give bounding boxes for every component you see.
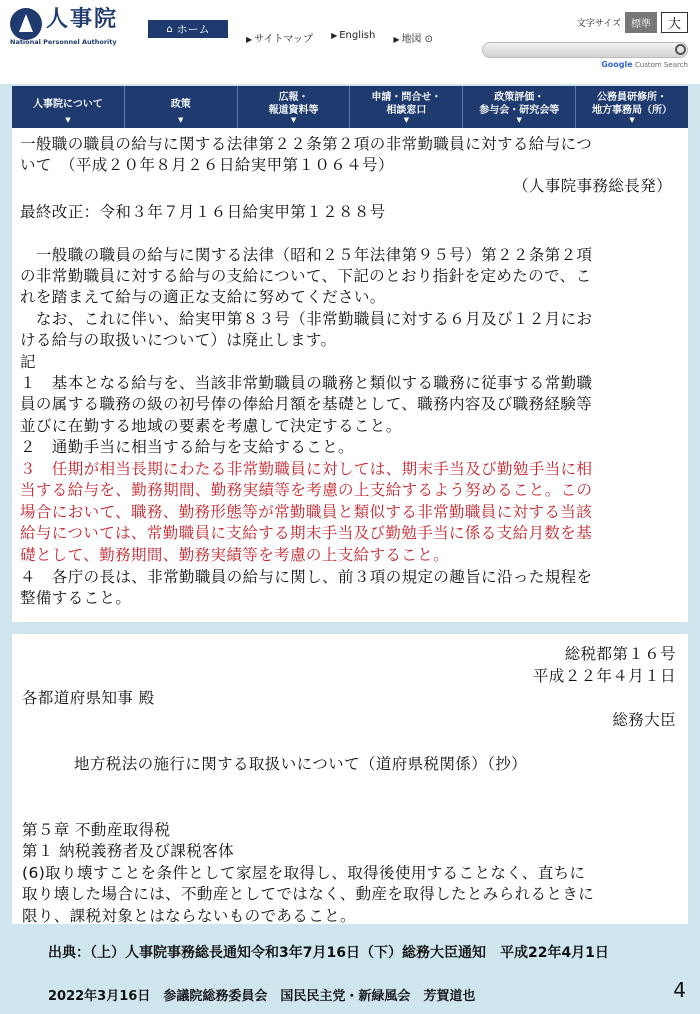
nav-item-applications[interactable] (350, 86, 463, 128)
body-line: 員の属する職務の級の初号俸の俸給月額を基礎として、職務内容及び職務経験等 (20, 395, 593, 413)
meeting-caption: 2022年3月16日 参議院総務委員会 国民民主党・新緑風会 芳賀道也 (48, 989, 476, 1004)
body-line: ける給与の取扱いについて）は廃止します。 (20, 331, 337, 349)
body-line: 記 (20, 353, 36, 371)
body-line: れを踏まえて給与の適正な支給に努めてください。 (20, 288, 386, 306)
map-link[interactable]: ▶ 地図 ⊙ (393, 34, 434, 45)
body-line: 一般職の職員の給与に関する法律（昭和２５年法律第９５号）第２２条第２項 (20, 246, 593, 264)
highlighted-line: 当する給与を、勤務期間、勤務実績等を考慮の上支給するよう努めること。この (20, 481, 593, 499)
chevron-down-icon: ▼ (629, 116, 635, 124)
map-pin-icon: ⊙ (424, 34, 434, 45)
logo[interactable] (10, 7, 119, 46)
arrow-icon: ▶ (331, 31, 338, 40)
nav-item-label: 政策 (170, 98, 191, 110)
highlighted-line: 礎として、勤務期間、勤務実績等を考慮の上支給すること。 (20, 546, 449, 564)
english-link[interactable]: ▶ English (331, 30, 376, 41)
chevron-down-icon: ▼ (178, 116, 184, 124)
notice-panel-mic (12, 634, 688, 924)
body-line: 取り壊した場合には、不動産としてではなく、動産を取得したとみられるときに (22, 885, 595, 903)
notice-revision: 最終改正：令和３年７月１６日給実甲第１２８８号 (20, 203, 386, 221)
body-line: 限り、課税対象とはならないものであること。 (22, 907, 356, 925)
notice-number: 総税都第１６号 (564, 645, 676, 663)
source-citation: 出典：（上）人事院事務総長通知令和3年7月16日（下）総務大臣通知 平成22年4月1日 (48, 945, 609, 961)
logo-english-text: National Personnel Authority (10, 38, 117, 46)
nav-item-label: 申請・問合せ・ 相談窓口 (371, 92, 442, 116)
nav-item-pr[interactable] (238, 86, 351, 128)
body-line: 整備すること。 (20, 589, 132, 607)
body-line: (6)取り壊すことを条件として家屋を取得し、取得後使用することなく、直ちに (22, 864, 586, 882)
nav-item-label: 広報・ 報道資料等 (268, 92, 319, 116)
main-nav (12, 86, 688, 128)
nav-item-policy[interactable] (125, 86, 238, 128)
notice-title-line: いて （平成２０年８月２６日給実甲第１０６４号） (20, 156, 394, 174)
arrow-icon: ▶ (246, 35, 253, 44)
google-custom-search-label: Google Custom Search (601, 60, 688, 69)
site-header (0, 0, 700, 84)
body-line: １ 基本となる給与を、当該非常勤職員の職務と類似する職務に従事する常勤職 (20, 374, 593, 392)
home-icon: ⌂ (166, 23, 173, 35)
font-size-standard-button[interactable]: 標準 (625, 12, 657, 33)
notice-addressee: 各都道府県知事 殿 (22, 689, 155, 707)
chevron-down-icon: ▼ (65, 116, 71, 124)
sitemap-link[interactable]: ▶ サイトマップ (246, 34, 314, 45)
chevron-down-icon: ▼ (403, 116, 410, 124)
arrow-icon: ▶ (393, 35, 400, 44)
nav-item-institute[interactable] (576, 86, 688, 128)
section-heading: 第１ 納税義務者及び課税客体 (22, 842, 235, 860)
highlighted-line: ３ 任期が相当長期にわたる非常勤職員に対しては、期末手当及び勤勉手当に相 (20, 460, 593, 478)
nav-item-evaluation[interactable] (463, 86, 576, 128)
chevron-down-icon: ▼ (290, 116, 297, 124)
nav-item-label: 公務員研修所・ 地方事務局（所） (592, 92, 673, 116)
chevron-down-icon: ▼ (516, 116, 522, 124)
highlighted-line: 給与については、常勤職員に支給する期末手当及び勤勉手当に係る支給月数を基 (20, 524, 593, 542)
notice-date: 平成２２年４月１日 (532, 667, 676, 685)
notice-title: 地方税法の施行に関する取扱いについて（道府県税関係）（抄） (74, 755, 528, 773)
body-line: ２ 通勤手当に相当する給与を支給すること。 (20, 438, 354, 456)
chapter-heading: 第５章 不動産取得税 (22, 821, 171, 839)
body-line: 並びに在勤する地域の要素を考慮して決定すること。 (20, 417, 402, 435)
notice-title-line: 一般職の職員の給与に関する法律第２２条第２項の非常勤職員に対する給与につ (20, 135, 593, 153)
notice-issuer: （人事院事務総長発） (512, 177, 672, 195)
page-number: 4 (673, 978, 686, 1002)
font-size-control (577, 12, 688, 33)
nav-item-label: 政策評価・ 参与会・研究会等 (479, 92, 560, 116)
nav-item-label: 人事院について (33, 98, 103, 110)
highlighted-line: 場合において、職務、勤務形態等が常勤職員と類似する非常勤職員に対する当該 (20, 503, 593, 521)
body-line: の非常勤職員に対する給与の支給について、下記のとおり指針を定めたので、こ (20, 267, 592, 285)
nav-item-about[interactable] (12, 86, 125, 128)
search-icon[interactable] (675, 44, 686, 55)
logo-text: 人事院 (46, 7, 119, 32)
notice-sender: 総務大臣 (612, 711, 676, 729)
body-line: なお、これに伴い、給実甲第８３号（非常勤職員に対する６月及び１２月にお (20, 310, 593, 328)
notice-panel-npa (12, 128, 688, 622)
home-button[interactable] (148, 20, 228, 38)
font-size-label: 文字サイズ (576, 19, 621, 29)
search-input[interactable] (482, 42, 688, 58)
font-size-large-button[interactable]: 大 (661, 12, 688, 33)
top-links (246, 30, 433, 45)
logo-mark-icon (10, 8, 42, 40)
body-line: ４ 各庁の長は、非常勤職員の給与に関し、前３項の規定の趣旨に沿った規程を (20, 568, 593, 586)
home-label: ホーム (176, 23, 210, 36)
